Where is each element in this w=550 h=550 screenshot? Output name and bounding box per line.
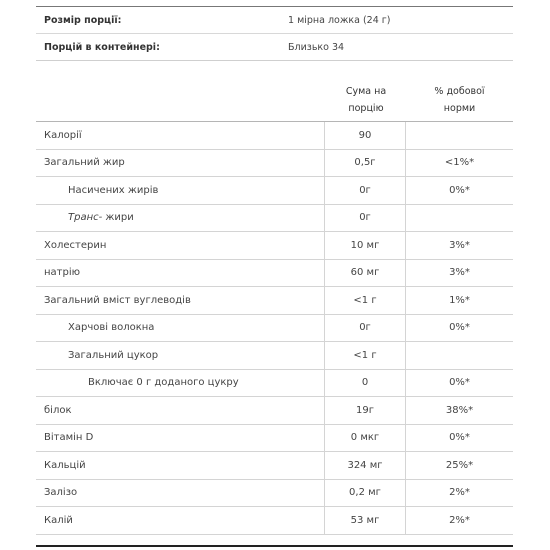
daily-value-header [406,61,513,121]
nutrient-name-cell [36,204,325,232]
servings-per-container-row [36,33,513,60]
nutrient-row-sodium [36,259,513,287]
nutrient-name: Загальний вміст вуглеводів [36,287,325,315]
nutrient-daily-value: 2%* [406,479,514,507]
nutrient-daily-value [406,204,514,232]
nutrient-row-dietary-fiber [36,314,513,342]
table-header [36,61,513,122]
nutrient-name: Калорії [36,122,325,149]
nutrient-name: натрію [36,259,325,287]
bottom-divider [36,545,513,547]
nutrient-name: Кальцій [36,452,325,480]
nutrient-amount: 324 мг [325,452,406,480]
nutrient-daily-value: <1%* [406,149,514,177]
nutrient-name: Загальний жир [36,149,325,177]
nutrient-daily-value: 0%* [406,424,514,452]
nutrient-amount: 0 [325,369,406,397]
amount-header-line1: Сума на [345,86,387,97]
nutrient-name: Вітамін D [36,424,325,452]
nutrient-name: Насичених жирів [36,177,325,205]
nutrient-daily-value: 0%* [406,369,514,397]
nutrient-name: Калій [36,507,325,535]
nutrient-daily-value: 2%* [406,507,514,535]
nutrient-amount: 60 мг [325,259,406,287]
serving-info [36,6,513,61]
nutrient-daily-value: 0%* [406,177,514,205]
nutrient-amount: <1 г [325,342,406,370]
nutrient-amount: 90 [325,122,406,149]
nutrient-row-added-sugars [36,369,513,397]
nutrient-daily-value [406,122,514,149]
nutrient-row-calcium [36,452,513,480]
nutrient-name: Харчові волокна [36,314,325,342]
servings-per-container-label: Порцій в контейнері: [44,41,160,53]
nutrient-row-total-fat [36,149,513,177]
amount-per-serving-header [326,61,406,121]
nutrient-daily-value [406,342,514,370]
nutrition-facts-panel [36,6,513,535]
nutrient-amount: 0г [325,177,406,205]
nutrient-amount: <1 г [325,287,406,315]
nutrient-row-total-carbohydrate [36,287,513,315]
nutrient-row-vitamin-d [36,424,513,452]
nutrient-row-potassium [36,507,513,535]
nutrient-amount: 0,2 мг [325,479,406,507]
nutrient-daily-value: 3%* [406,259,514,287]
nutrient-row-total-sugars [36,342,513,370]
nutrient-daily-value: 3%* [406,232,514,260]
nutrient-name-italic: Транс- [68,212,103,224]
nutrient-amount: 0,5г [325,149,406,177]
serving-size-row [36,7,513,33]
nutrient-row-iron [36,479,513,507]
nutrient-daily-value: 38%* [406,397,514,425]
nutrient-daily-value: 1%* [406,287,514,315]
nutrient-row-cholesterol [36,232,513,260]
nutrient-name: Залізо [36,479,325,507]
nutrient-name: Холестерин [36,232,325,260]
nutrient-amount: 0г [325,204,406,232]
nutrient-amount: 0г [325,314,406,342]
nutrient-amount: 53 мг [325,507,406,535]
nutrient-amount: 10 мг [325,232,406,260]
nutrient-amount: 19г [325,397,406,425]
dv-header-line2: норми [443,103,476,114]
serving-size-value: 1 мірна ложка (24 г) [288,14,391,26]
nutrient-name: жири [102,212,134,224]
nutrient-row-saturated-fat [36,177,513,205]
header-spacer [36,61,326,121]
servings-per-container-value: Близько 34 [288,41,345,53]
nutrient-daily-value: 25%* [406,452,514,480]
nutrient-row-trans-fat [36,204,513,232]
amount-header-line2: порцію [348,103,384,114]
nutrient-name: білок [36,397,325,425]
nutrient-daily-value: 0%* [406,314,514,342]
nutrient-name: Загальний цукор [36,342,325,370]
serving-size-label: Розмір порції: [44,14,122,26]
nutrient-row-calories [36,122,513,149]
nutrient-name: Включає 0 г доданого цукру [36,369,325,397]
dv-header-line1: % добової [434,86,485,97]
nutrient-amount: 0 мкг [325,424,406,452]
nutrient-row-protein [36,397,513,425]
nutrient-table [36,122,513,535]
